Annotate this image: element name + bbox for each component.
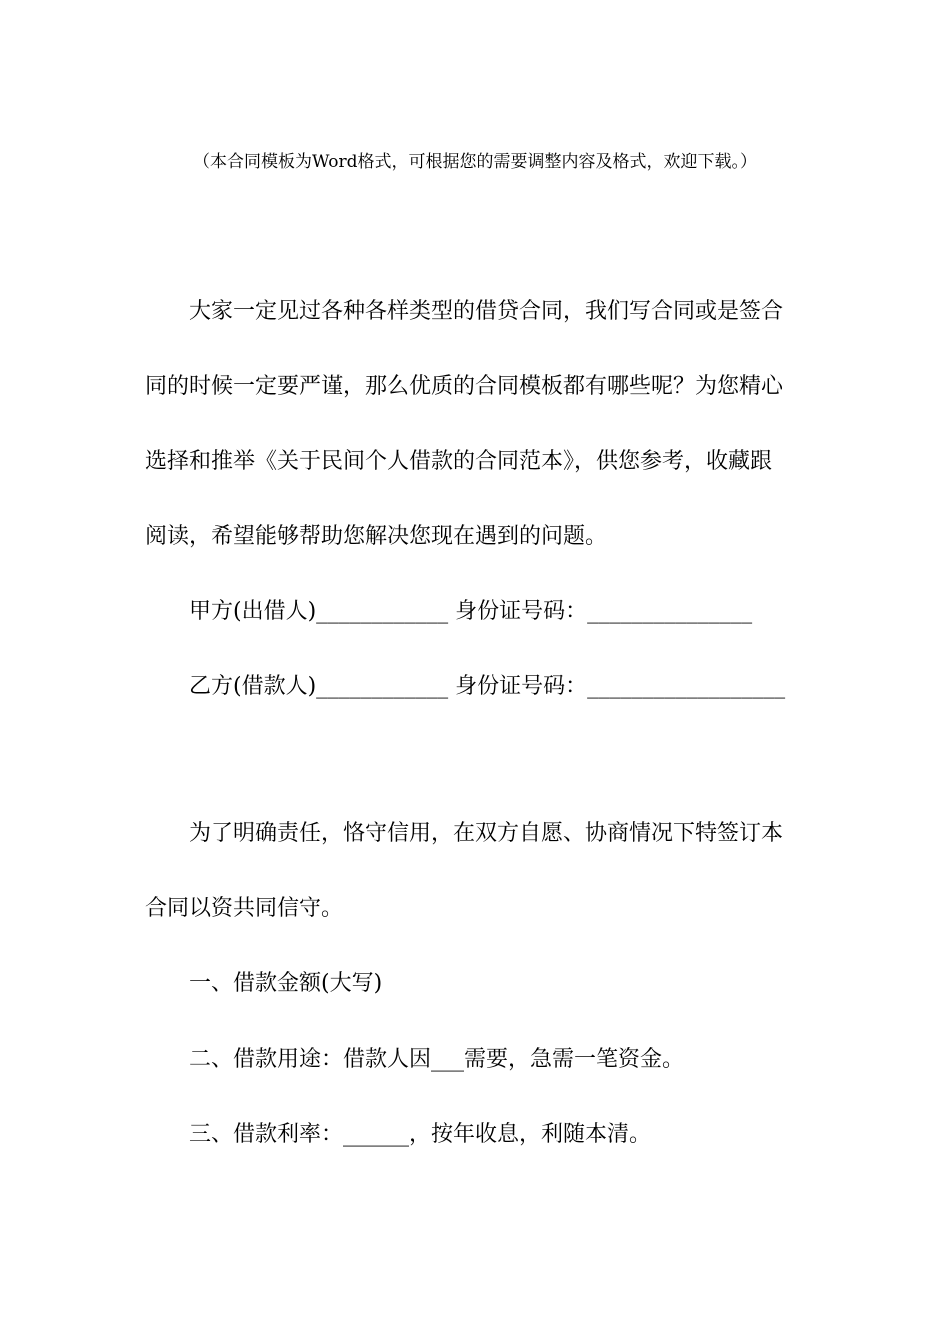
clause-loan-amount: 一、借款金额(大写) <box>189 971 383 996</box>
intro-line-2: 同的时候一定要严谨，那么优质的合同模板都有哪些呢？为您精心 <box>145 374 784 399</box>
clause-interest-rate: 三、借款利率：______，按年收息，利随本清。 <box>189 1122 652 1147</box>
party-b-line: 乙方(借款人)____________ 身份证号码：__________________ <box>189 674 786 699</box>
purpose-line-1: 为了明确责任，恪守信用，在双方自愿、协商情况下特签订本 <box>189 821 784 846</box>
intro-line-3: 选择和推举《关于民间个人借款的合同范本》，供您参考，收藏跟 <box>145 449 773 474</box>
clause-loan-purpose: 二、借款用途：借款人因___需要，急需一笔资金。 <box>189 1047 685 1072</box>
template-note: （本合同模板为Word格式，可根据您的需要调整内容及格式，欢迎下载。） <box>192 152 758 172</box>
purpose-line-2: 合同以资共同信守。 <box>145 896 344 921</box>
intro-line-4: 阅读，希望能够帮助您解决您现在遇到的问题。 <box>145 524 608 549</box>
intro-line-1: 大家一定见过各种各样类型的借贷合同，我们写合同或是签合 <box>189 299 784 324</box>
party-a-line: 甲方(出借人)____________ 身份证号码：_______________ <box>189 599 753 624</box>
